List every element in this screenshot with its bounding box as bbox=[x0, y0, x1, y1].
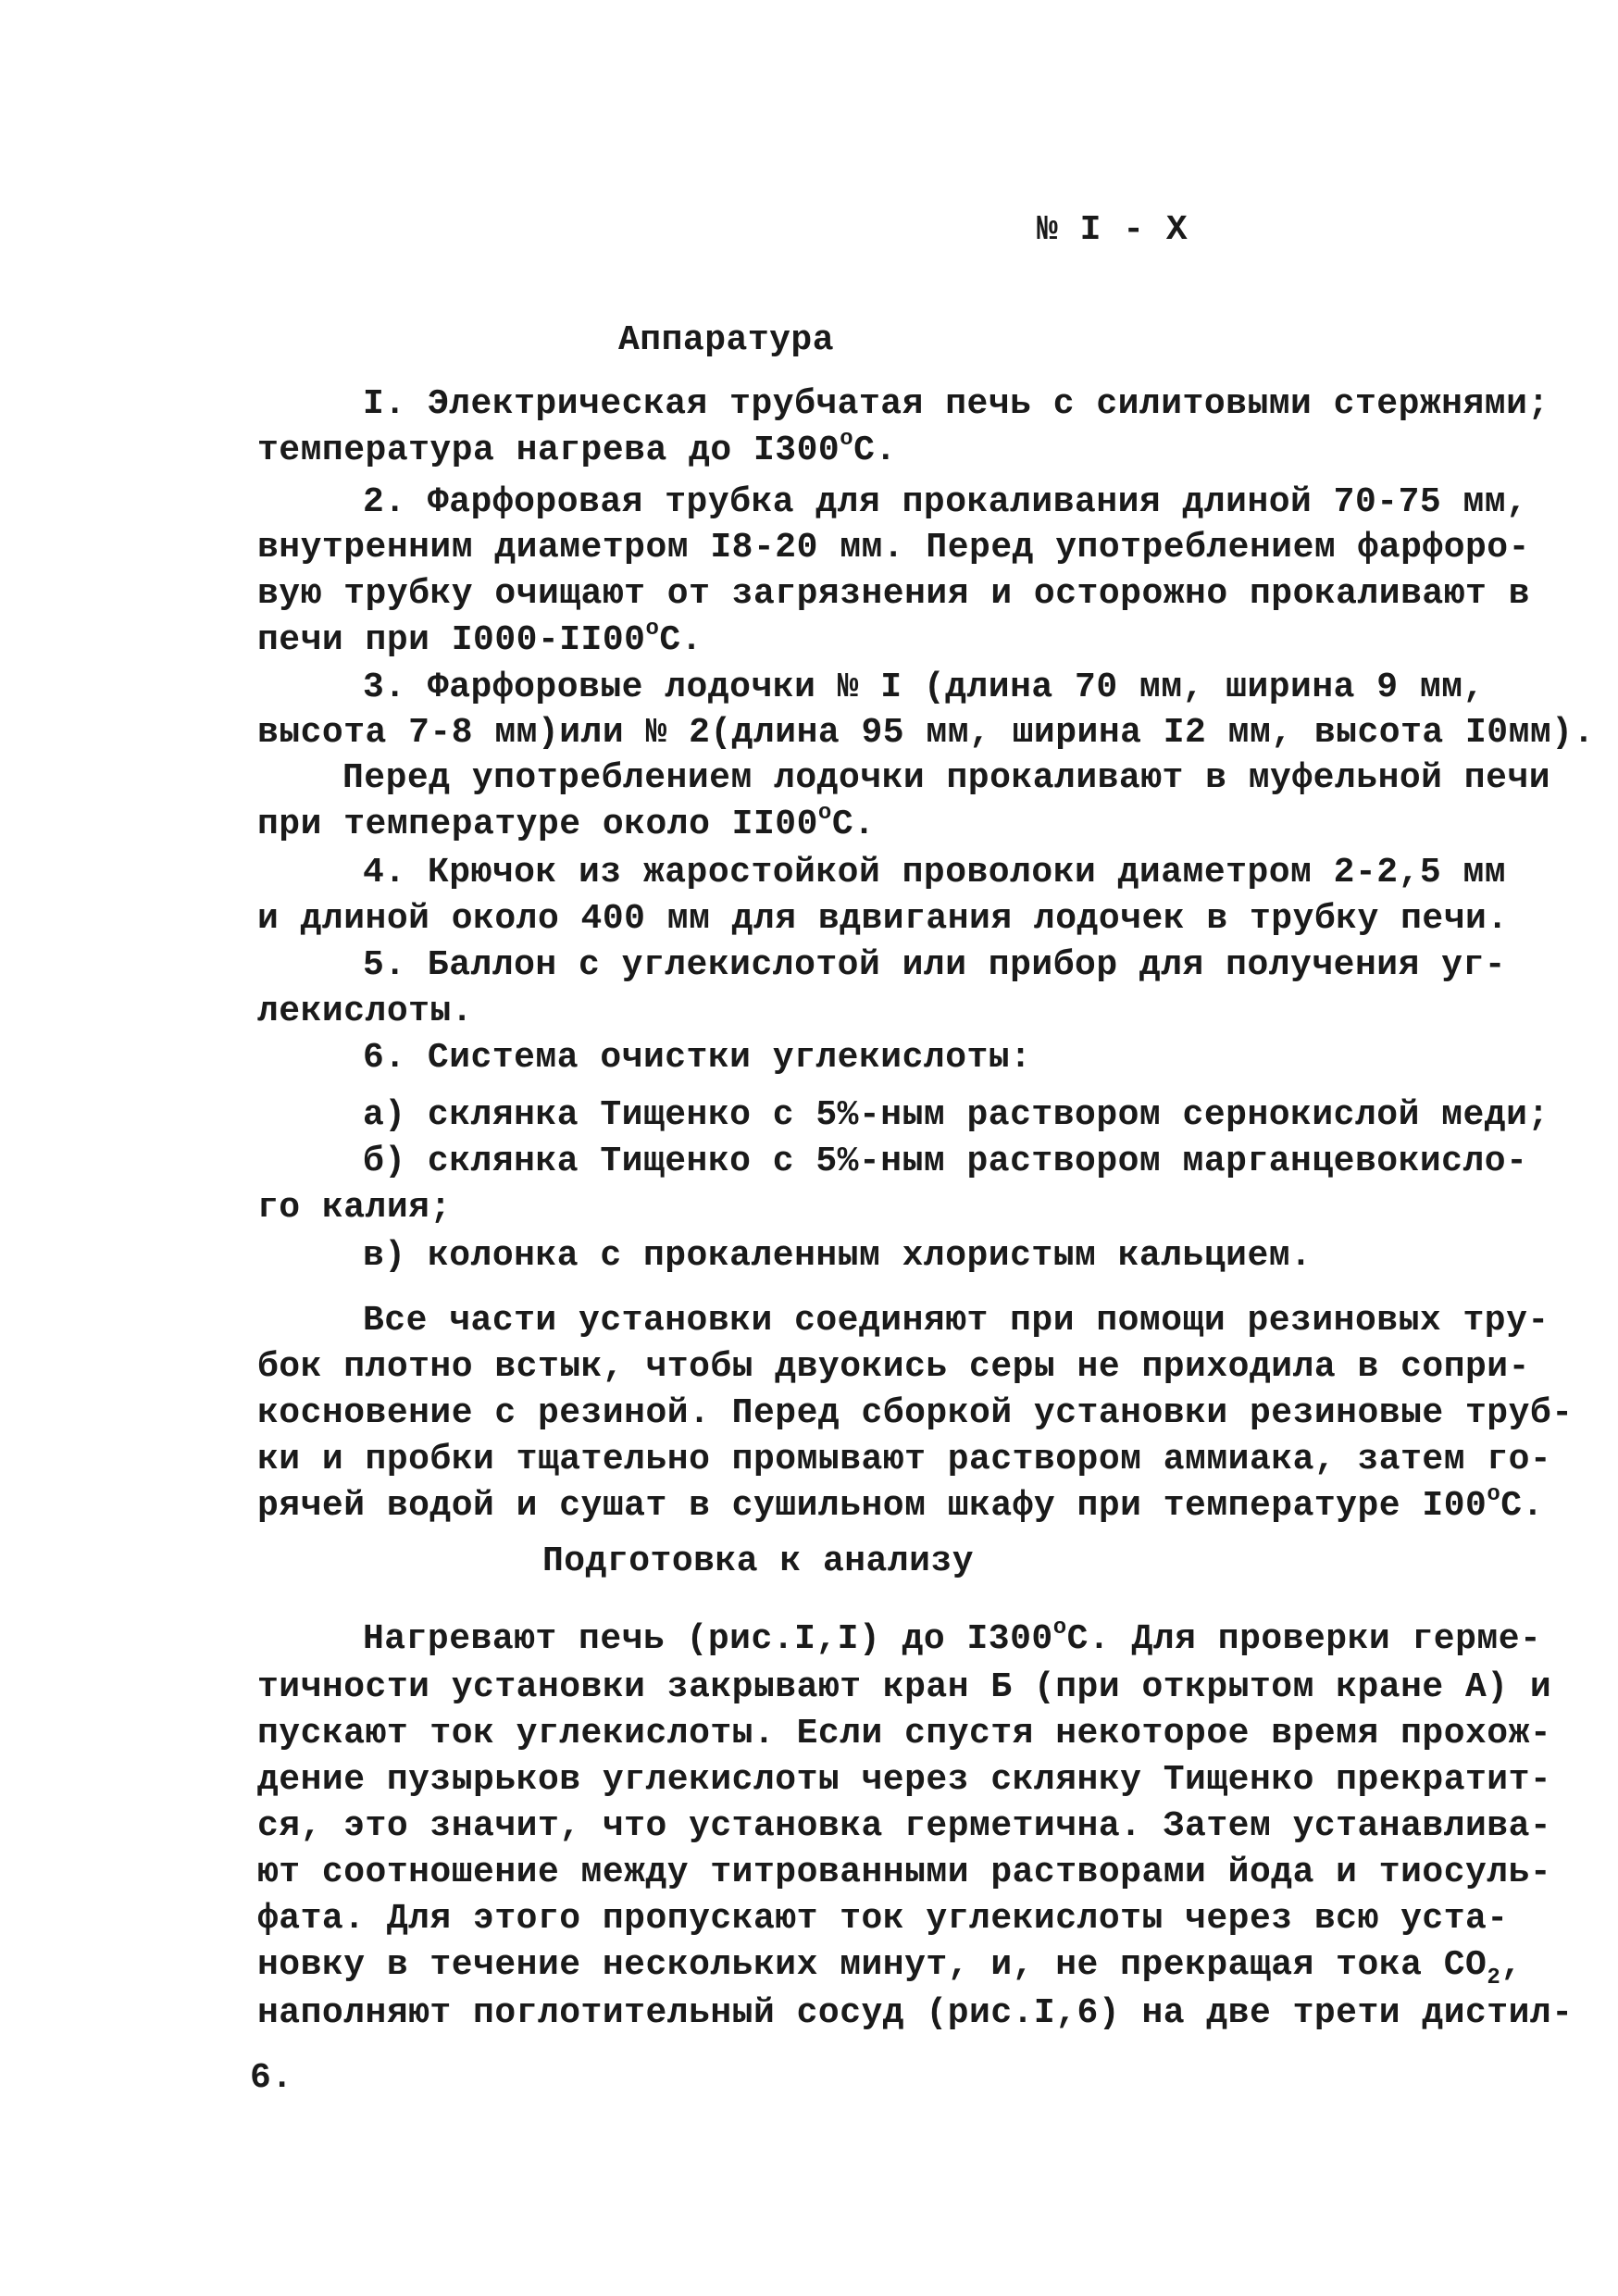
list-item: а) склянка Тищенко с 5%-ным раствором сернокислой меди; bbox=[363, 1095, 1550, 1135]
list-item: в) колонка с прокаленным хлористым кальцием. bbox=[363, 1236, 1313, 1276]
text-line: внутренним диаметром I8-20 мм. Перед употреблением фарфоро- bbox=[257, 528, 1530, 568]
text-line: бок плотно встык, чтобы двуокись серы не приходила в сопри- bbox=[257, 1347, 1530, 1387]
text-line: при температуре около $II00^оС$. bbox=[257, 801, 876, 844]
text-line: ся, это значит, что установка герметична. Затем устанавлива- bbox=[257, 1806, 1552, 1846]
text-line: 3. Фарфоровые лодочки № I (длина 70 мм, ширина 9 мм, bbox=[363, 668, 1485, 707]
text-line: Перед употреблением лодочки прокаливают в муфельной печи bbox=[342, 758, 1551, 798]
list-item: б) склянка Тищенко с 5%-ным раствором марганцевокисло- bbox=[363, 1142, 1528, 1181]
text-line: лекислоты. bbox=[257, 992, 474, 1031]
text-line: печи при $I000-II00^оС$. bbox=[257, 617, 703, 660]
text-line: пускают ток углекислоты. Если спустя некоторое время прохож- bbox=[257, 1714, 1552, 1753]
text-line: температура нагрева до $I300^оС$. bbox=[257, 427, 897, 470]
text-line: косновение с резиной. Перед сборкой установки резиновые труб- bbox=[257, 1393, 1574, 1433]
text-line: наполняют поглотительный сосуд (рис.I,6) на две трети дистил- bbox=[257, 1993, 1574, 2033]
list-item: го калия; bbox=[257, 1188, 452, 1228]
text-line: 5. Баллон с углекислотой или прибор для получения уг- bbox=[363, 945, 1507, 985]
text-line: ют соотношение между титрованными растворами йода и тиосуль- bbox=[257, 1853, 1552, 1892]
section-title-apparatus: Аппаратура bbox=[618, 320, 835, 360]
text-line: вую трубку очищают от загрязнения и осторожно прокаливают в bbox=[257, 574, 1530, 614]
text-line: и длиной около 400 мм для вдвигания лодочек в трубку печи. bbox=[257, 899, 1509, 939]
document-number: № I - X bbox=[1037, 210, 1189, 250]
text-line: Нагревают печь (рис.I,I) до $I300^оС$. Для проверки герме- bbox=[363, 1616, 1542, 1659]
text-line: ки и пробки тщательно промывают раствором аммиака, затем го- bbox=[257, 1440, 1552, 1479]
text-line: Все части установки соединяют при помощи резиновых тру- bbox=[363, 1301, 1550, 1341]
text-line: рячей водой и сушат в сушильном шкафу при температуре $I00^оС$. bbox=[257, 1482, 1544, 1526]
text-line: высота 7-8 мм)или № 2(длина 95 мм, ширина I2 мм, высота I0мм). bbox=[257, 713, 1595, 753]
text-line: 4. Крючок из жаростойкой проволоки диаметром 2-2,5 мм bbox=[363, 853, 1507, 892]
text-line: тичности установки закрывают кран Б (при открытом кране А) и bbox=[257, 1667, 1552, 1707]
page-number: 6. bbox=[250, 2058, 293, 2098]
text-line: новку в течение нескольких минут, и, не прекращая тока $СО_2$, bbox=[257, 1945, 1523, 1990]
text-line: 2. Фарфоровая трубка для прокаливания длиной 70-75 мм, bbox=[363, 482, 1528, 522]
text-line: фата. Для этого пропускают ток углекислоты через всю уста- bbox=[257, 1899, 1509, 1939]
text-line: 6. Система очистки углекислоты: bbox=[363, 1038, 1032, 1078]
section-title-preparation: Подготовка к анализу bbox=[542, 1541, 975, 1581]
text-line: I. Электрическая трубчатая печь с силитовыми стержнями; bbox=[363, 384, 1550, 424]
text-line: дение пузырьков углекислоты через склянку Тищенко прекратит- bbox=[257, 1760, 1552, 1800]
